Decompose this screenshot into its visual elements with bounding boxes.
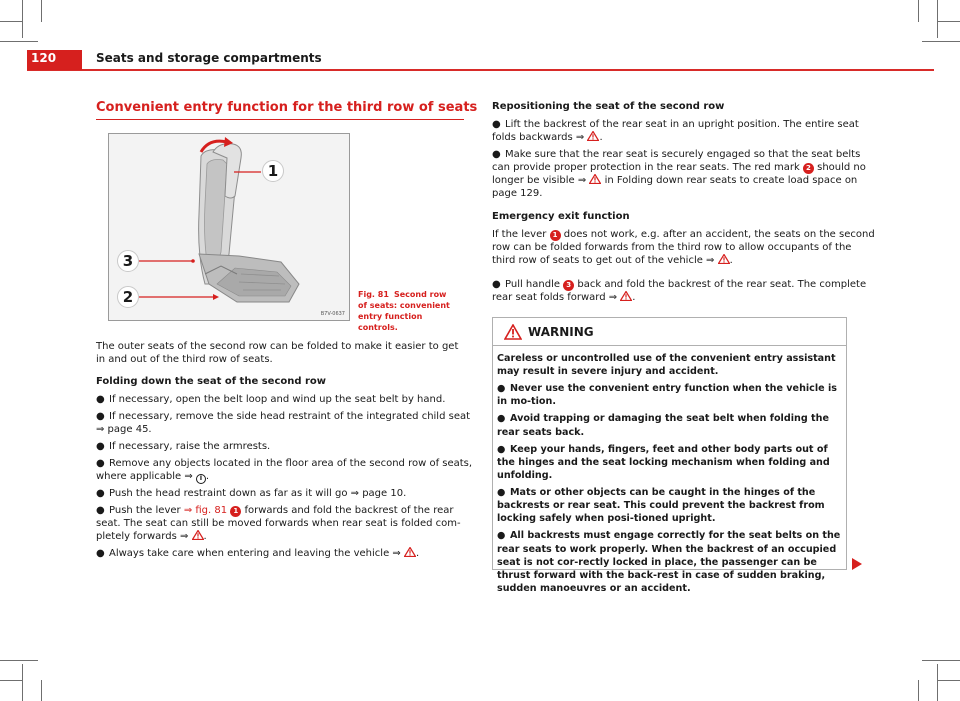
figure-link[interactable]: ⇒ fig. 81: [183, 505, 228, 516]
warning-box: [492, 317, 847, 595]
list-item-text: where applicable ⇒: [96, 471, 193, 482]
list-item-text: longer be visible ⇒: [492, 175, 587, 186]
repositioning-heading: Repositioning the seat of the second row: [492, 101, 725, 112]
callout-1: 1: [262, 160, 284, 182]
caption-text: Second row of seats: convenient entry function controls.: [358, 290, 450, 332]
warning-triangle-icon[interactable]: [589, 174, 601, 184]
section-rule: [96, 119, 464, 120]
crop-mark: [922, 660, 960, 661]
crop-mark: [937, 664, 938, 701]
list-item-cont: where applicable ⇒ i .: [96, 471, 210, 482]
crop-mark: [0, 21, 22, 22]
list-item: ● Remove any objects located in the floor area of the second row of seats,: [96, 458, 473, 469]
figure-caption: [358, 289, 458, 333]
warning-triangle-icon[interactable]: [192, 530, 204, 540]
list-item-text: Remove any objects located in the floor area of the second row of seats,: [109, 458, 473, 469]
section-title: Convenient entry function for the third row of seats: [96, 100, 478, 115]
crop-mark: [0, 680, 22, 681]
callout-number: 1: [550, 230, 561, 241]
list-item: ● If necessary, raise the armrests.: [96, 441, 271, 452]
warning-item-text: All backrests must engage correctly for the seat belts on the rear seats to work properly. When the backrest of an occupied seat is not cor-rectly locked in place, the passenger can be thrust forward with the back-rest in case of sudden braking, sudden manoeuvres or an accident.: [497, 530, 841, 595]
paragraph-line: third row of seats to get out of the vehicle ⇒ .: [492, 255, 733, 266]
text: third row of seats to get out of the vehicle ⇒: [492, 255, 715, 266]
crop-mark: [918, 0, 919, 22]
warning-body: [497, 352, 843, 599]
list-item-cont: seat. The seat can still be moved forwards when rear seat is folded com-: [96, 518, 461, 529]
warning-item-text: Mats or other objects can be caught in the hinges of the backrests or rear seat. This could prevent the backrest from locking safely when posi-tioned upright.: [497, 487, 825, 525]
seat-figure: [108, 133, 350, 321]
info-circle-icon[interactable]: i: [196, 474, 206, 484]
list-item: ● Push the head restraint down as far as it will go ⇒ page 10.: [96, 488, 407, 499]
warning-triangle-icon: [504, 324, 522, 340]
list-item-text: folds backwards ⇒: [492, 132, 585, 143]
list-item-text: can provide proper protection in the rear seats. The red mark: [492, 162, 800, 173]
text: If the lever: [492, 229, 547, 240]
warning-triangle-icon[interactable]: [404, 547, 416, 557]
list-item: ● Lift the backrest of the rear seat in an upright position. The entire seat: [492, 119, 859, 130]
crop-mark: [22, 664, 23, 701]
list-item: ● If necessary, remove the side head restraint of the integrated child seat: [96, 411, 471, 422]
crop-mark: [938, 21, 960, 22]
callout-number: 1: [230, 506, 241, 517]
list-item-cont: folds backwards ⇒ .: [492, 132, 603, 143]
emergency-heading: Emergency exit function: [492, 211, 630, 222]
warning-item-text: Avoid trapping or damaging the seat belt when folding the rear seats back.: [497, 413, 829, 438]
intro-paragraph: The outer seats of the second row can be folded to make it easier to get in and out of the third row of seats.: [96, 341, 459, 366]
crop-mark: [41, 0, 42, 22]
crop-mark: [0, 660, 38, 661]
list-item-text: Always take care when entering and leaving the vehicle ⇒: [109, 548, 401, 559]
page-reference[interactable]: ⇒ page 45.: [96, 424, 152, 435]
callout-number: 3: [563, 280, 574, 291]
list-item-cont: [492, 174, 857, 187]
warning-item-text: Keep your hands, fingers, feet and other body parts out of the hinges and the seat locking mechanism when folding and unfolding.: [497, 443, 830, 482]
paragraph-line: [492, 228, 875, 241]
list-item-cont: rear seat folds forward ⇒ .: [492, 292, 636, 303]
folding-heading: Folding down the seat of the second row: [96, 376, 327, 387]
chapter-title: Seats and storage compartments: [96, 51, 322, 65]
caption-label: Fig. 81: [358, 290, 389, 299]
list-item-text: If necessary, open the belt loop and wind up the seat belt by hand.: [109, 394, 446, 405]
warning-item: ● All backrests must engage correctly for the seat belts on the rear seats to work properly. When the backrest of an occupied seat is not cor-rectly locked in place, the passenger can be thrust forward with the back-rest in case of sudden braking, sudden manoeuvres or an accident.: [497, 530, 841, 595]
list-item: ● Push the lever ⇒ fig. 81 1 forwards and fold the backrest of the rear: [96, 505, 454, 516]
list-item: ● If necessary, open the belt loop and wind up the seat belt by hand.: [96, 394, 446, 405]
warning-item-text: Never use the convenient entry function when the vehicle is in mo-tion.: [497, 383, 838, 408]
crop-mark: [0, 41, 38, 42]
warning-title: WARNING: [528, 325, 594, 339]
list-item-text: If necessary, raise the armrests.: [109, 441, 271, 452]
callout-number: 2: [803, 163, 814, 174]
continue-arrow-icon[interactable]: [852, 558, 862, 570]
list-item-text: Push the head restraint down as far as it will go ⇒ page 10.: [109, 488, 407, 499]
list-item: ● Always take care when entering and leaving the vehicle ⇒ .: [96, 548, 420, 559]
list-item-text: Lift the backrest of the rear seat in an upright position. The entire seat: [505, 119, 859, 130]
warning-header: [493, 318, 846, 346]
crop-mark: [937, 0, 938, 38]
list-item-text: Push the lever: [109, 505, 181, 516]
list-item-text: If necessary, remove the side head restraint of the integrated child seat: [109, 411, 471, 422]
figure-code: B7V-0637: [320, 311, 345, 317]
callout-2: 2: [117, 286, 139, 308]
warning-item: ● Keep your hands, fingers, feet and other body parts out of the hinges and the seat locking mechanism when folding and unfolding.: [497, 443, 830, 482]
warning-triangle-icon[interactable]: [718, 254, 730, 264]
crop-mark: [41, 680, 42, 701]
crop-mark: [22, 0, 23, 38]
list-item: ● Make sure that the rear seat is securely engaged so that the seat belts: [492, 149, 861, 160]
list-item-text: forwards and fold the backrest of the rear: [244, 505, 454, 516]
callout-3: 3: [117, 250, 139, 272]
crop-mark: [938, 680, 960, 681]
paragraph-line: row can be folded forwards from the third row to allow occupants of the: [492, 242, 852, 253]
warning-triangle-icon[interactable]: [620, 291, 632, 301]
list-item-cont: [492, 161, 866, 174]
list-item: ● Pull handle 3 back and fold the backrest of the rear seat. The complete: [492, 279, 867, 290]
crop-mark: [918, 680, 919, 701]
text: does not work, e.g. after an accident, the seats on the second: [563, 229, 875, 240]
warning-item: ● Avoid trapping or damaging the seat belt when folding the rear seats back.: [497, 413, 829, 438]
warning-item: ● Mats or other objects can be caught in the hinges of the backrests or rear seat. This could prevent the backrest from locking safely when posi-tioned upright.: [497, 487, 825, 525]
warning-intro: Careless or uncontrolled use of the convenient entry assistant may result in severe injury and accident.: [497, 353, 836, 378]
crop-mark: [922, 41, 960, 42]
list-item-text: Pull handle: [505, 279, 561, 290]
header-rule: [27, 69, 934, 71]
warning-item: ● Never use the convenient entry function when the vehicle is in mo-tion.: [497, 383, 838, 408]
list-item-text: back and fold the backrest of the rear seat. The complete: [577, 279, 867, 290]
warning-triangle-icon[interactable]: [587, 131, 599, 141]
list-item-text: in Folding down rear seats to create load space on: [604, 175, 858, 186]
list-item-cont: pletely forwards ⇒ .: [96, 531, 207, 542]
list-item-text: Make sure that the rear seat is securely engaged so that the seat belts: [505, 149, 861, 160]
page-reference[interactable]: page 129.: [492, 188, 543, 199]
list-item-text: pletely forwards ⇒: [96, 531, 189, 542]
list-item-text: should no: [817, 162, 866, 173]
list-item-text: rear seat folds forward ⇒: [492, 292, 618, 303]
page-number: 120: [31, 51, 57, 65]
